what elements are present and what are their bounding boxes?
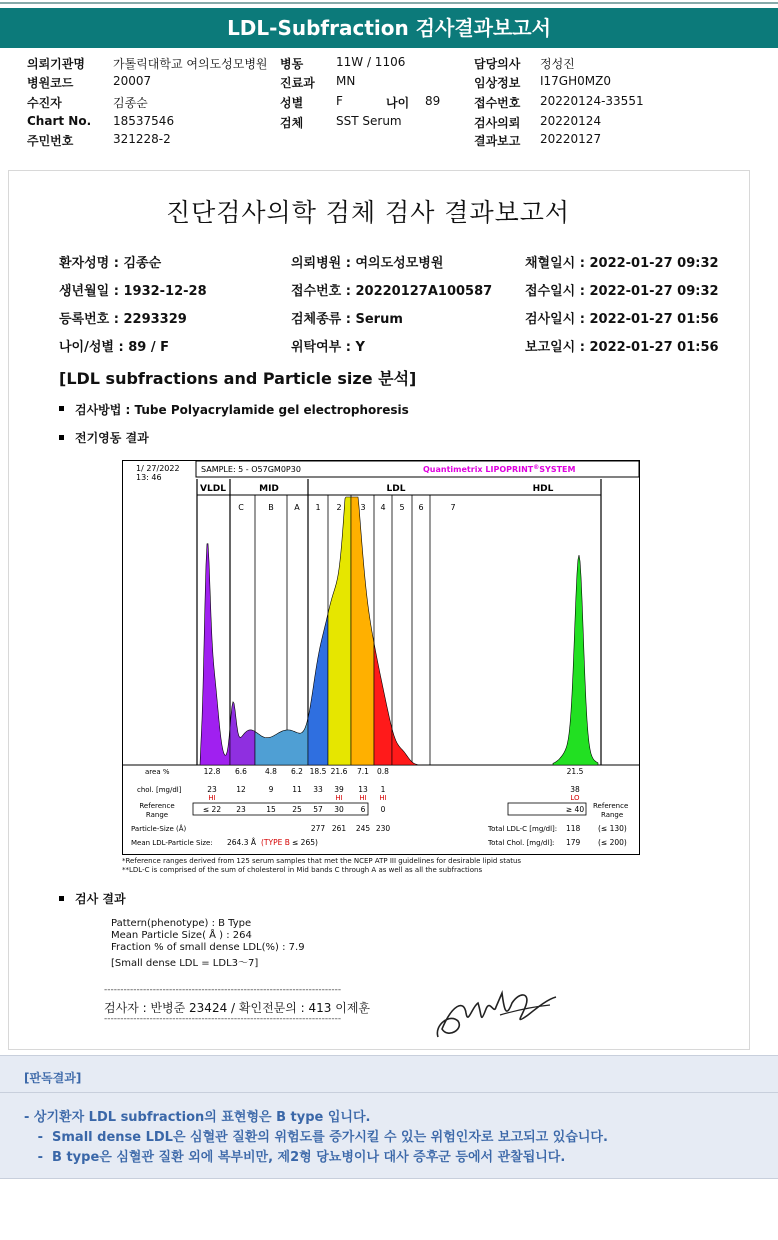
- curve-segment: [197, 544, 230, 765]
- hdl-chol-value: 38: [570, 785, 580, 794]
- ref-value: 57: [313, 805, 323, 814]
- band-label: B: [268, 503, 274, 512]
- opinion-line: - Small dense LDL은 심혈관 질환의 위험도를 증가시킬 수 있는 위험인자로 보고되고 있습니다.: [24, 1130, 608, 1145]
- footnote-2: **LDL-C is comprised of the sum of cholesterol in Mid bands C through A as well as all the subfractions: [122, 866, 483, 874]
- brand-suffix: SYSTEM: [539, 465, 576, 474]
- electrophoresis-heading: 전기영동 결과: [75, 431, 149, 445]
- band-label: 7: [450, 503, 456, 512]
- brand-name: [423, 464, 576, 475]
- band-label: 3: [360, 503, 366, 512]
- info-cell: 위탁여부 : Y: [291, 340, 365, 355]
- lipoprint-chart: [122, 460, 640, 855]
- group-label: HDL: [532, 484, 554, 494]
- window-title: LDL-Subfraction 검사결과보고서: [0, 8, 778, 48]
- brand-text: Quantimetrix LIPOPRINT: [423, 465, 534, 474]
- header-label: 담당의사: [474, 57, 521, 71]
- header-label: 진료과: [280, 76, 315, 90]
- hdl-flag-value: LO: [570, 794, 580, 802]
- chol-value: 39: [334, 785, 344, 794]
- chol-value: 23: [207, 785, 217, 794]
- opinion-line: - 상기환자 LDL subfraction의 표현형은 B type 입니다.: [24, 1110, 371, 1125]
- result-line: Fraction % of small dense LDL(%) : 7.9: [111, 942, 305, 953]
- area-value: 6.6: [235, 767, 247, 776]
- bullet-icon: [59, 406, 64, 411]
- chart-time: 13: 46: [136, 473, 162, 482]
- bullet-icon: [59, 896, 64, 901]
- curve-segment: [308, 613, 328, 765]
- chol-value: 12: [236, 785, 246, 794]
- flag-value: HI: [208, 794, 216, 802]
- chol-value: 33: [313, 785, 323, 794]
- header-label: 검사의뢰: [474, 116, 521, 130]
- header-label: 검체: [280, 116, 304, 130]
- band-label: 4: [380, 503, 386, 512]
- total-ldl-label: Total LDL-C [mg/dl]:: [488, 825, 558, 833]
- curve-segment: [255, 718, 308, 765]
- row-label-mean: Mean LDL-Particle Size:: [131, 839, 213, 847]
- header-label: 병동: [280, 57, 304, 71]
- info-cell: 검사일시 : 2022-01-27 01:56: [525, 312, 719, 327]
- section-title: [LDL subfractions and Particle size 분석]: [59, 369, 417, 388]
- header-value: 20220124: [540, 114, 602, 128]
- header-value: 김종순: [113, 96, 148, 110]
- header-value: 가톨릭대학교 여의도성모병원: [113, 57, 268, 71]
- header-label: 의뢰기관명: [27, 57, 85, 71]
- band-label: 6: [418, 503, 424, 512]
- row-label-chol: chol. [mg/dl]: [137, 786, 182, 794]
- ref-value: 0: [380, 805, 386, 814]
- chol-value: 9: [268, 785, 274, 794]
- curve-segment: [351, 497, 374, 765]
- ref-value: 23: [236, 805, 246, 814]
- info-cell: 의뢰병원 : 여의도성모병원: [291, 256, 444, 271]
- header-label: 병원코드: [27, 76, 74, 90]
- opinion-line: - B type은 심혈관 질환 외에 복부비만, 제2형 당뇨병이나 대사 증후군 등에서 관찰됩니다.: [24, 1150, 566, 1165]
- header-label: 수진자: [27, 96, 62, 110]
- result-line: Pattern(phenotype) : B Type: [111, 918, 252, 929]
- total-ldl-value: 118: [566, 824, 581, 833]
- header-value: 18537546: [113, 114, 175, 128]
- curve-segment: [328, 497, 351, 765]
- area-value: 0.8: [377, 767, 389, 776]
- info-cell: 나이/성별 : 89 / F: [59, 340, 170, 355]
- results-heading: 검사 결과: [75, 892, 126, 906]
- header-label: 결과보고: [474, 134, 521, 148]
- chart-svg: [123, 461, 639, 854]
- ref-value: 30: [334, 805, 344, 814]
- size-value: 277: [310, 824, 326, 833]
- report-title: 진단검사의학 검체 검사 결과보고서: [165, 198, 571, 227]
- sample-id: SAMPLE: 5 - O57GM0P30: [201, 465, 301, 474]
- info-cell: 접수일시 : 2022-01-27 09:32: [525, 284, 719, 299]
- header-value: I17GH0MZ0: [540, 74, 611, 88]
- chol-value: 1: [380, 785, 386, 794]
- header-label: Chart No.: [27, 114, 92, 128]
- hdl-ref-value: ≥ 40: [565, 805, 585, 814]
- info-cell: 생년월일 : 1932-12-28: [59, 284, 207, 299]
- ref-right-label: Range: [601, 811, 624, 819]
- row-label-ref: Reference: [139, 802, 175, 810]
- total-chol-value: 179: [566, 838, 581, 847]
- signature-icon: [430, 985, 565, 1045]
- header-label: 임상정보: [474, 76, 521, 90]
- info-cell: 보고일시 : 2022-01-27 01:56: [525, 340, 719, 355]
- header-value: SST Serum: [336, 114, 402, 128]
- chol-value: 13: [358, 785, 368, 794]
- header-label: 접수번호: [474, 96, 521, 110]
- area-value: 4.8: [265, 767, 277, 776]
- mean-type-value: (TYPE B: [261, 838, 290, 847]
- area-value: 12.8: [203, 767, 221, 776]
- header-value: F: [336, 94, 343, 108]
- header-value: MN: [336, 74, 356, 88]
- total-chol-ref: (≤ 200): [598, 838, 627, 847]
- ref-right-label: Reference: [593, 802, 629, 810]
- curve-segment: [392, 729, 423, 765]
- flag-value: HI: [379, 794, 387, 802]
- group-label: LDL: [386, 484, 406, 494]
- bullet-icon: [59, 435, 64, 440]
- total-chol-label: Total Chol. [mg/dl]:: [488, 839, 555, 847]
- size-value: 230: [375, 824, 391, 833]
- band-label: 2: [336, 503, 342, 512]
- info-cell: 검체종류 : Serum: [291, 312, 403, 327]
- hdl-area-value: 21.5: [566, 767, 584, 776]
- area-value: 7.1: [357, 767, 369, 776]
- band-label: C: [238, 503, 244, 512]
- header-label: 주민번호: [27, 134, 74, 148]
- area-value: 21.6: [330, 767, 348, 776]
- footnote-1: *Reference ranges derived from 125 serum samples that met the NCEP ATP III guidelines for desirable lipid status: [122, 857, 522, 865]
- mean-size-value: 264.3 Å: [227, 838, 256, 847]
- brand-reg: ®: [533, 463, 540, 471]
- header-value: 321228-2: [113, 132, 171, 146]
- total-ldl-ref: (≤ 130): [598, 824, 627, 833]
- curve-segment: [230, 702, 255, 765]
- header-value: 20220124-33551: [540, 94, 644, 108]
- header-value: 11W / 1106: [336, 55, 406, 69]
- size-value: 261: [331, 824, 347, 833]
- row-label-area: area %: [145, 768, 170, 776]
- group-label: VLDL: [200, 484, 226, 494]
- inspector-line: 검사자 : 반병준 23424 / 확인전문의 : 413 이제훈: [104, 1001, 371, 1015]
- curves: [197, 497, 598, 765]
- chol-value: 11: [292, 785, 302, 794]
- hdl-peak: [553, 555, 598, 765]
- ref-value: 25: [292, 805, 302, 814]
- band-label: 5: [399, 503, 405, 512]
- area-value: 6.2: [291, 767, 303, 776]
- band-label: A: [294, 503, 300, 512]
- area-value: 18.5: [309, 767, 327, 776]
- row-label-size: Particle-Size (Å): [131, 825, 187, 833]
- header-info: [27, 55, 778, 155]
- flag-value: HI: [359, 794, 367, 802]
- method-text: 검사방법 : Tube Polyacrylamide gel electrophoresis: [75, 403, 409, 417]
- ref-value: ≤ 22: [202, 805, 222, 814]
- curve-segment: [374, 643, 392, 765]
- header-label: 나이: [386, 96, 410, 110]
- band-label: 1: [315, 503, 321, 512]
- header-value: 정성진: [540, 57, 575, 71]
- info-cell: 채혈일시 : 2022-01-27 09:32: [525, 256, 719, 271]
- info-cell: 접수번호 : 20220127A100587: [291, 284, 493, 299]
- mean-type-ref: ≤ 265): [292, 838, 318, 847]
- dash-line-top: -------------------------------------------------------------------------: [104, 985, 342, 995]
- result-line: Mean Particle Size( Å ) : 264: [111, 930, 252, 941]
- opinion-divider: [0, 1092, 778, 1093]
- size-value: 245: [355, 824, 371, 833]
- header-value: 89: [425, 94, 441, 108]
- header-value: 20220127: [540, 132, 602, 146]
- band-labels: [200, 484, 554, 512]
- chart-date: 1/ 27/2022: [136, 464, 180, 473]
- flag-value: HI: [335, 794, 343, 802]
- ref-value: 6: [360, 805, 366, 814]
- dash-line-bottom: -------------------------------------------------------------------------: [104, 1014, 342, 1024]
- data-table: [131, 767, 628, 847]
- group-label: MID: [259, 484, 279, 494]
- top-rule: [0, 2, 778, 4]
- header-value: 20007: [113, 74, 152, 88]
- row-label-ref: Range: [145, 811, 169, 819]
- info-cell: 등록번호 : 2293329: [59, 312, 187, 327]
- result-line: [Small dense LDL = LDL3～7]: [111, 958, 259, 969]
- opinion-title: [판독결과]: [24, 1071, 82, 1085]
- header-label: 성별: [280, 96, 304, 110]
- ref-value: 15: [266, 805, 276, 814]
- info-cell: 환자성명 : 김종순: [59, 256, 162, 271]
